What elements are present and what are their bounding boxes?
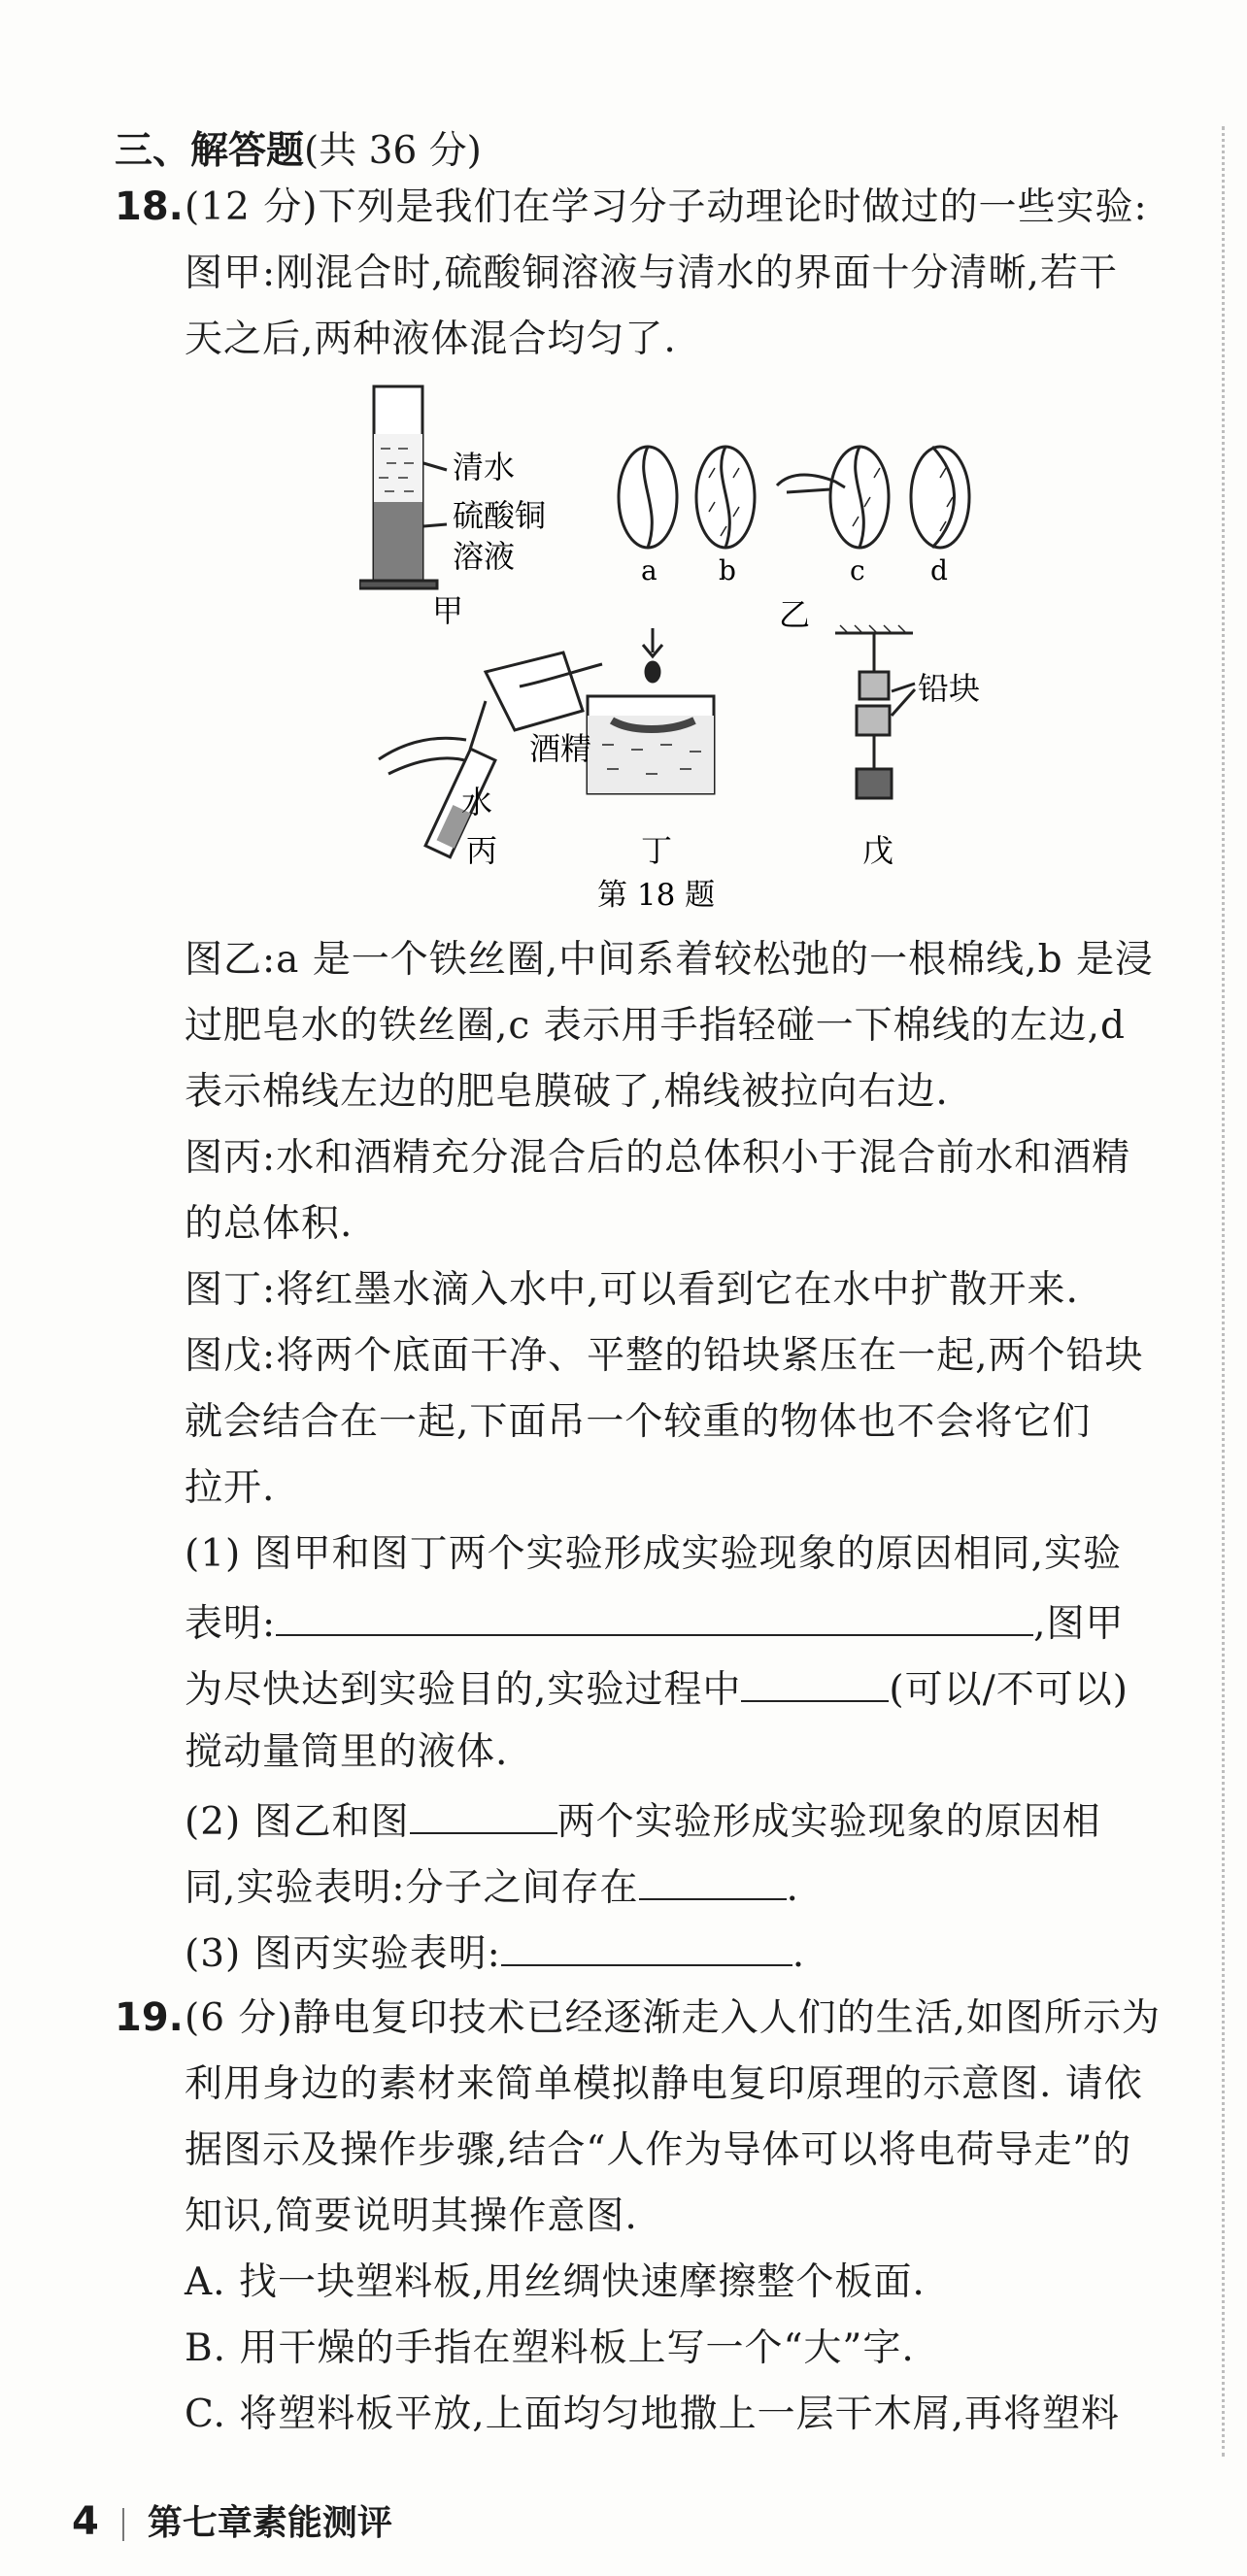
q18-part3 xyxy=(185,1927,805,1978)
label-a: a xyxy=(641,554,657,586)
label-b: b xyxy=(719,554,736,586)
q18-part1-line3 xyxy=(185,1663,1129,1714)
answer-blank-2[interactable] xyxy=(741,1663,889,1702)
q18-bing-text-2: 的总体积. xyxy=(185,1202,354,1246)
label-test-water: 水 xyxy=(461,784,493,820)
q18-ding-text: 图丁:将红墨水滴入水中,可以看到它在水中扩散开来. xyxy=(185,1268,1079,1312)
label-wu: 戊 xyxy=(862,832,894,869)
label-bing: 丙 xyxy=(466,832,498,869)
q19-step-a: A. 找一块塑料板,用丝绸快速摩擦整个板面. xyxy=(185,2260,926,2304)
q19-line4: 知识,简要说明其操作意图. xyxy=(185,2194,638,2238)
q18-wu-text-3: 拉开. xyxy=(185,1466,276,1510)
part2-prefix: (2) 图乙和图 xyxy=(185,1800,410,1844)
label-water: 清水 xyxy=(453,449,516,485)
q18-figure xyxy=(359,381,1000,924)
lead-blocks-diagram xyxy=(835,625,915,798)
q18-figure-svg xyxy=(359,381,1000,924)
footer-divider xyxy=(122,2508,124,2541)
section-title: 三、解答题 xyxy=(115,129,305,173)
label-c: c xyxy=(850,554,865,586)
cylinder-diagram xyxy=(359,386,447,588)
q19-line3: 据图示及操作步骤,结合“人作为导体可以将电荷导走”的 xyxy=(185,2128,1132,2172)
wire-loops-diagram xyxy=(619,447,969,548)
chapter-title: 第七章素能测评 xyxy=(147,2503,392,2543)
q19-step-b: B. 用干燥的手指在塑料板上写一个“大”字. xyxy=(185,2326,915,2370)
section-points: (共 36 分) xyxy=(304,129,482,173)
answer-blank-4[interactable] xyxy=(639,1861,787,1900)
q18-part1-line4: 搅动量筒里的液体. xyxy=(185,1730,509,1774)
part3-suffix: . xyxy=(792,1932,806,1976)
q18-yi-text-3: 表示棉线左边的肥皂膜破了,棉线被拉向右边. xyxy=(185,1070,949,1114)
label-solution-2: 溶液 xyxy=(453,538,516,575)
q18-part1-line2 xyxy=(185,1597,1125,1648)
label-solution-1: 硫酸铜 xyxy=(453,497,547,534)
q18-jia-text-2: 天之后,两种液体混合均匀了. xyxy=(185,318,677,361)
q18-intro: (12 分)下列是我们在学习分子动理论时做过的一些实验: xyxy=(185,185,1148,229)
label-d: d xyxy=(930,554,948,586)
q18-jia-text: 图甲:刚混合时,硫酸铜溶液与清水的界面十分清晰,若干 xyxy=(185,251,1118,295)
page-footer xyxy=(72,2495,392,2545)
ink-diffusion-diagram xyxy=(588,628,714,793)
section-heading xyxy=(115,120,482,175)
part1-suffix: ,图甲 xyxy=(1033,1602,1125,1646)
label-ding: 丁 xyxy=(641,832,673,869)
q19-step-c: C. 将塑料板平放,上面均匀地撒上一层干木屑,再将塑料 xyxy=(185,2392,1121,2436)
part3-prefix: (3) 图丙实验表明: xyxy=(185,1932,501,1976)
q18-wu-text-1: 图戊:将两个底面干净、平整的铅块紧压在一起,两个铅块 xyxy=(185,1334,1144,1378)
part2-l2-prefix: 同,实验表明:分子之间存在 xyxy=(185,1866,639,1910)
q18-bing-text-1: 图丙:水和酒精充分混合后的总体积小于混合前水和酒精 xyxy=(185,1136,1131,1180)
q19-line1: (6 分)静电复印技术已经逐渐走入人们的生活,如图所示为 xyxy=(185,1996,1162,2040)
label-alcohol: 酒精 xyxy=(529,730,592,767)
q18-part2-line1 xyxy=(185,1795,1101,1846)
figure-caption: 第 18 题 xyxy=(597,878,716,913)
q18-yi-text-2: 过肥皂水的铁丝圈,c 表示用手指轻碰一下棉线的左边,d xyxy=(185,1004,1126,1048)
answer-blank-1[interactable] xyxy=(276,1597,1033,1636)
label-block: 铅块 xyxy=(918,670,981,707)
q19-number: 19. xyxy=(115,1995,184,2040)
part1-l3-suffix: (可以/不可以) xyxy=(889,1668,1129,1712)
part1-prefix: 表明: xyxy=(185,1602,277,1646)
q18-number: 18. xyxy=(115,184,184,229)
label-yi: 乙 xyxy=(779,596,811,633)
q18-yi-text-1: 图乙:a 是一个铁丝圈,中间系着较松弛的一根棉线,b 是浸 xyxy=(185,938,1154,982)
q18-part1-line1: (1) 图甲和图丁两个实验形成实验现象的原因相同,实验 xyxy=(185,1532,1123,1576)
q18-wu-text-2: 就会结合在一起,下面吊一个较重的物体也不会将它们 xyxy=(185,1400,1092,1444)
part2-suffix: 两个实验形成实验现象的原因相 xyxy=(556,1800,1101,1844)
part2-l2-suffix: . xyxy=(786,1866,799,1910)
part1-l3-prefix: 为尽快达到实验目的,实验过程中 xyxy=(185,1668,742,1712)
margin-dotted-line xyxy=(1222,126,1225,2457)
page-number: 4 xyxy=(72,2499,99,2544)
label-jia: 甲 xyxy=(432,592,464,629)
q18-part2-line2 xyxy=(185,1861,799,1912)
answer-blank-3[interactable] xyxy=(410,1795,557,1834)
answer-blank-5[interactable] xyxy=(501,1927,792,1966)
q19-line2: 利用身边的素材来简单模拟静电复印原理的示意图. 请依 xyxy=(185,2062,1143,2106)
